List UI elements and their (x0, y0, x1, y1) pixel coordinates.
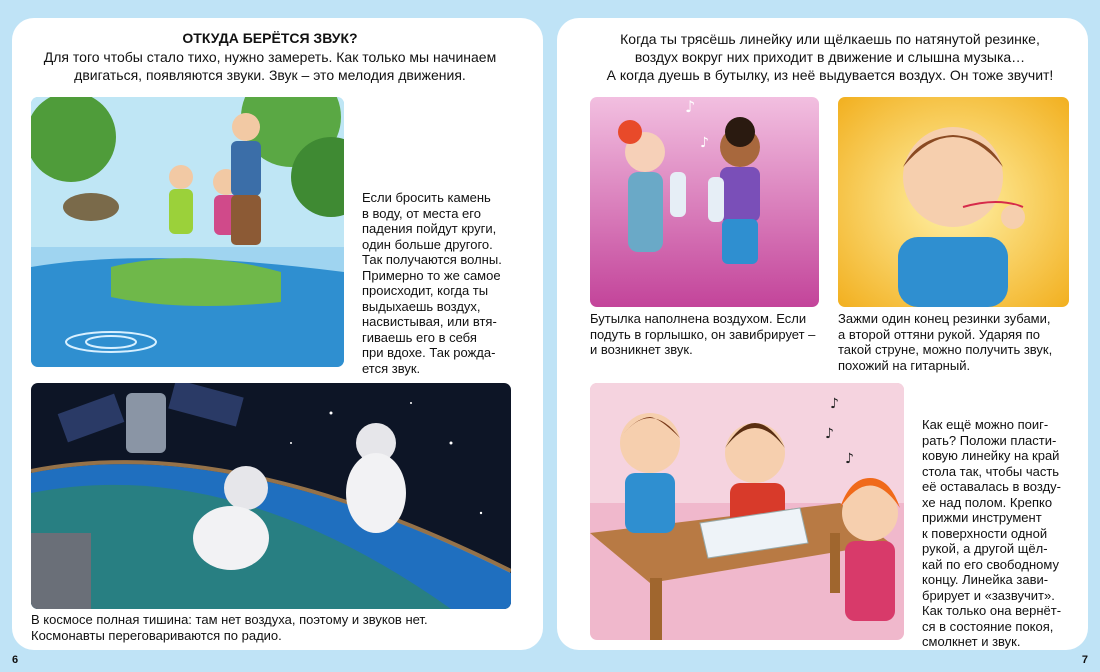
svg-text:♪: ♪ (685, 97, 696, 116)
page-number-right: 7 (1081, 654, 1088, 666)
ruler-text: Как ещё можно поиг- рать? Положи пласти- ковую линейку на край стола так, чтобы часть её оставалась в возду- хе над полом. Крепко прижми инструмент к поверхности одной рукой, а другой щёл- кай по его свободному концу. Линейка зави- брирует и «зазвучит». Как только она вернёт- ся в состояние покоя, смолкнет и звук. (922, 417, 1062, 649)
svg-text:♪: ♪ (700, 135, 709, 151)
rubber-caption: Зажми один конец резинки зубами, а второй оттяни рукой. Ударяя по такой струне, можно получить звук, похожий на гитарный. (838, 311, 1053, 373)
illustration-ruler (590, 383, 904, 640)
stone-text: Если бросить камень в воду, от места его падения пойдут круги, один больше другого. Так получаются волны. Примерно то же самое происходит, когда ты выдыхаешь воздух, насвистывая, или втя- гиваешь его в себя при вдохе. Так рожда- ется звук. (362, 190, 502, 376)
svg-text:♪: ♪ (845, 451, 854, 467)
illustration-stone-in-water (31, 97, 344, 367)
illustration-rubber-band (838, 97, 1069, 307)
bottle-caption: Бутылка наполнена воздухом. Если подуть в горлышко, он завибрирует – и возникнет звук. (590, 311, 816, 357)
left-intro: Для того чтобы стало тихо, нужно замереть. Как только мы начинаем двигаться, появляются звуки. Звук – это мелодия движения. (43, 49, 497, 83)
illustration-space (31, 383, 511, 609)
space-caption: В космосе полная тишина: там нет воздуха, поэтому и звуков нет. Космонавты переговариваются по радио. (31, 612, 428, 643)
page-title: ОТКУДА БЕРЁТСЯ ЗВУК? (182, 30, 358, 46)
illustration-bottle (590, 97, 819, 307)
svg-text:♪: ♪ (830, 396, 839, 412)
svg-text:♪: ♪ (825, 426, 834, 442)
right-intro: Когда ты трясёшь линейку или щёлкаешь по натянутой резинке, воздух вокруг них приходит в движение и слышна музыка… А когда дуешь в бутылку, из неё выдувается воздух. Он тоже звучит! (606, 31, 1054, 83)
page-number-left: 6 (12, 654, 19, 666)
